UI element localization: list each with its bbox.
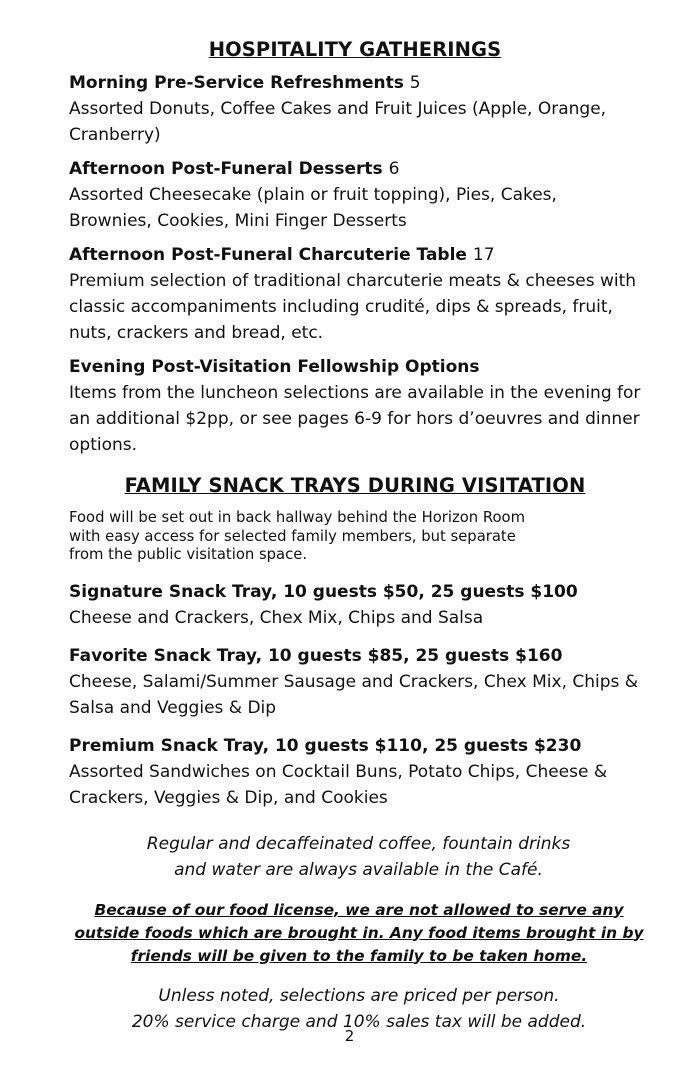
item-description: Premium selection of traditional charcuterie meats & cheeses with classic accompaniments including crudité, dips & spreads, fruit, nuts, crackers and bread, etc. bbox=[69, 271, 637, 343]
pricing-line: Unless noted, selections are priced per person. bbox=[158, 985, 560, 1006]
item-name: Afternoon Post-Funeral Charcuterie Table 17 bbox=[69, 245, 495, 265]
menu-item bbox=[69, 242, 641, 346]
section-title-snack-trays: FAMILY SNACK TRAYS DURING VISITATION bbox=[124, 474, 586, 497]
snack-tray-note bbox=[69, 509, 641, 565]
note-line: Food will be set out in back hallway behind the Horizon Room bbox=[69, 509, 525, 526]
note-line: from the public visitation space. bbox=[69, 546, 308, 563]
snack-tray bbox=[69, 579, 641, 631]
note-line: with easy access for selected family members, but separate bbox=[69, 527, 516, 545]
policy-line: Because of our food license, we are not allowed to serve any bbox=[94, 900, 624, 919]
menu-item bbox=[69, 70, 641, 148]
item-price: 5 bbox=[409, 73, 421, 93]
beverage-line: Regular and decaffeinated coffee, fountain drinks bbox=[146, 833, 571, 854]
pricing-line: 20% service charge and 10% sales tax will be added. bbox=[131, 1011, 587, 1032]
item-description: Items from the luncheon selections are available in the evening for an additional $2pp, or see pages 6-9 for hors d’oeuvres and dinner options. bbox=[69, 383, 641, 455]
section-title-hospitality: HOSPITALITY GATHERINGS bbox=[208, 38, 502, 61]
item-price: 17 bbox=[472, 245, 495, 265]
food-license-policy bbox=[63, 899, 655, 968]
item-description: Assorted Cheesecake (plain or fruit topping), Pies, Cakes, Brownies, Cookies, Mini Finger Desserts bbox=[69, 185, 557, 231]
tray-description: Assorted Sandwiches on Cocktail Buns, Potato Chips, Cheese & Crackers, Veggies & Dip, and Cookies bbox=[69, 761, 608, 808]
beverage-line: and water are always available in the Café. bbox=[174, 859, 543, 880]
menu-item bbox=[69, 156, 641, 234]
menu-item bbox=[69, 354, 641, 458]
policy-line: friends will be given to the family to be taken home. bbox=[130, 946, 588, 965]
item-name: Morning Pre-Service Refreshments 5 bbox=[69, 73, 421, 93]
item-description: Assorted Donuts, Coffee Cakes and Fruit Juices (Apple, Orange, Cranberry) bbox=[69, 99, 607, 145]
snack-tray bbox=[69, 643, 641, 721]
item-name: Evening Post-Visitation Fellowship Options bbox=[69, 357, 480, 377]
page-number: 2 bbox=[344, 1027, 355, 1045]
item-name: Afternoon Post-Funeral Desserts 6 bbox=[69, 159, 400, 179]
item-price: 6 bbox=[388, 159, 400, 179]
snack-tray bbox=[69, 733, 641, 811]
beverage-note bbox=[69, 831, 641, 883]
tray-description: Cheese, Salami/Summer Sausage and Crackers, Chex Mix, Chips & Salsa and Veggies & Dip bbox=[69, 671, 639, 718]
tray-name: Favorite Snack Tray, 10 guests $85, 25 guests $160 bbox=[69, 645, 563, 666]
tray-description: Cheese and Crackers, Chex Mix, Chips and Salsa bbox=[69, 607, 484, 628]
tray-name: Premium Snack Tray, 10 guests $110, 25 guests $230 bbox=[69, 735, 582, 756]
policy-line: outside foods which are brought in. Any food items brought in by bbox=[74, 923, 644, 942]
tray-name: Signature Snack Tray, 10 guests $50, 25 guests $100 bbox=[69, 581, 578, 602]
